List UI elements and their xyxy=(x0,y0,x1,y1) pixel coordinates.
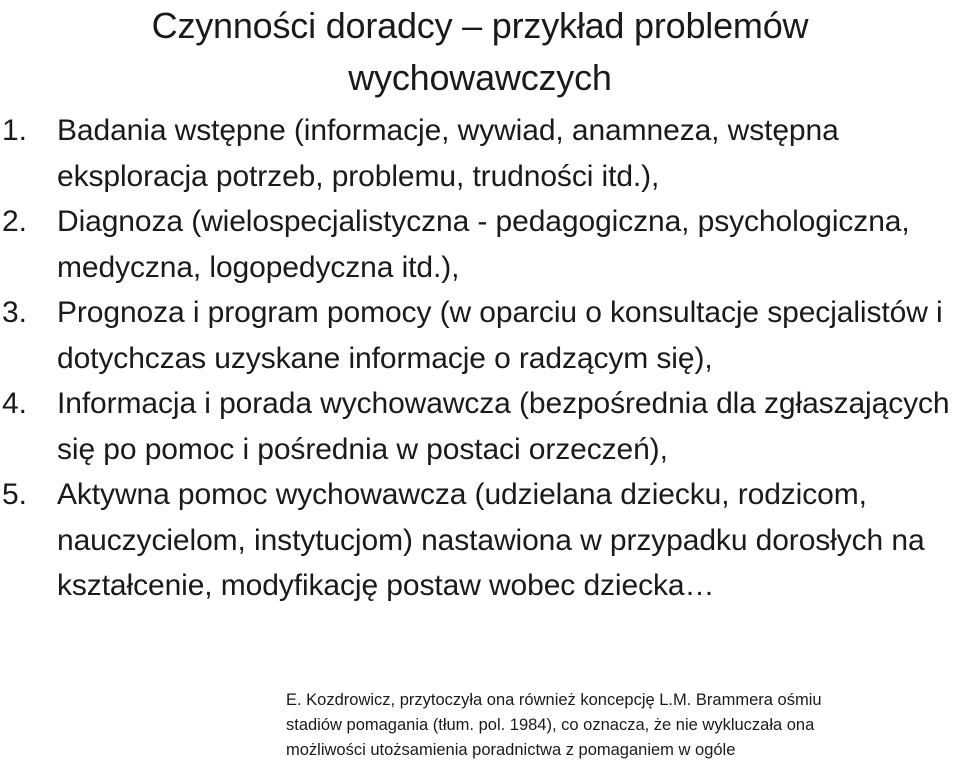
note-line-1: E. Kozdrowicz, przytoczyła ona również koncepcję L.M. Brammera ośmiu xyxy=(286,691,822,709)
item-number: 5. xyxy=(2,478,27,511)
item-number: 4. xyxy=(2,387,27,420)
slide-title xyxy=(20,0,940,104)
item-text: Informacja i porada wychowawcza (bezpośrednia dla zgłaszających się po pomoc i pośrednia w postaci orzeczeń), xyxy=(57,387,950,466)
item-text: Badania wstępne (informacje, wywiad, anamneza, wstępna eksploracja potrzeb, problemu, trudności itd.), xyxy=(57,114,839,193)
item-number: 3. xyxy=(2,296,27,329)
list-item xyxy=(2,290,950,381)
list-item xyxy=(2,472,950,609)
list-item xyxy=(2,381,950,472)
source-note xyxy=(286,688,946,763)
list-item xyxy=(2,108,950,199)
note-line-2: stadiów pomagania (tłum. pol. 1984), co oznacza, że nie wykluczała ona xyxy=(286,716,815,734)
item-text: Diagnoza (wielospecjalistyczna - pedagogiczna, psychologiczna, medyczna, logopedyczna itd.), xyxy=(57,205,910,284)
steps-list xyxy=(2,108,950,609)
list-item xyxy=(2,199,950,290)
title-line-1: Czynności doradcy – przykład problemów xyxy=(151,5,809,46)
note-line-3: możliwości utożsamienia poradnictwa z pomaganiem w ogóle xyxy=(286,741,736,759)
item-text: Prognoza i program pomocy (w oparciu o konsultacje specjalistów i dotychczas uzyskane informacje o radzącym się), xyxy=(57,296,943,375)
item-number: 1. xyxy=(2,114,27,147)
title-line-2: wychowawczych xyxy=(348,57,612,98)
item-number: 2. xyxy=(2,205,27,238)
item-text: Aktywna pomoc wychowawcza (udzielana dziecku, rodzicom, nauczycielom, instytucjom) nastawiona w przypadku dorosłych na kształcenie, modyfikację postaw wobec dziecka… xyxy=(57,478,925,602)
